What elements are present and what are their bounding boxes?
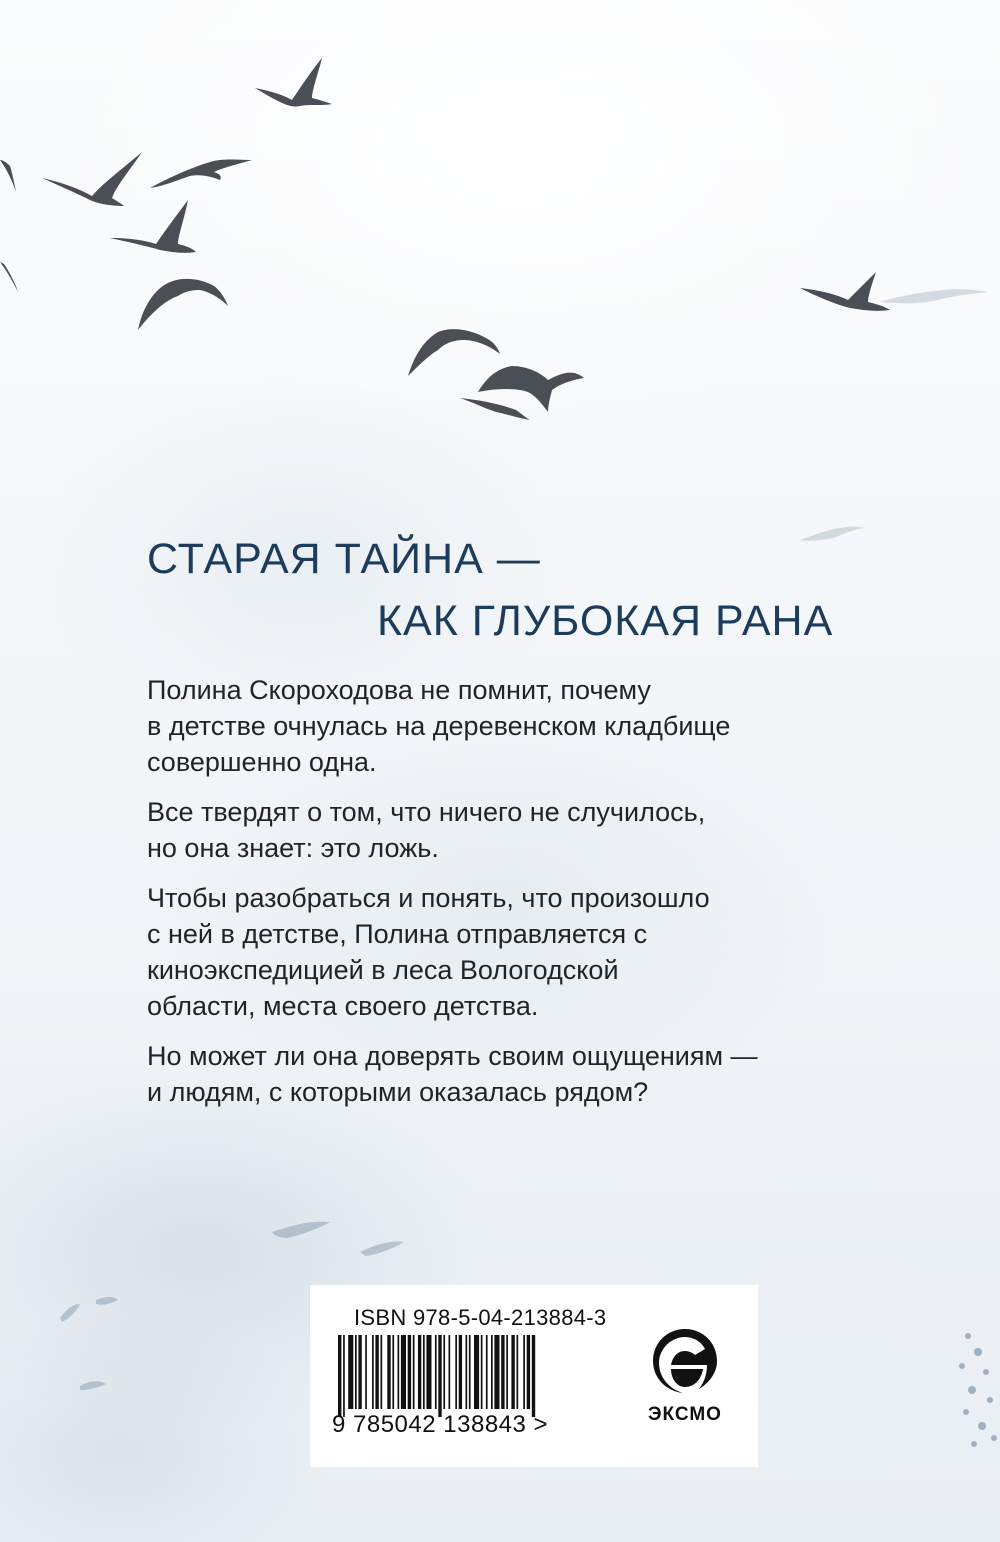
tagline-line-1: СТАРАЯ ТАЙНА — — [147, 535, 541, 583]
eksmo-logo-icon — [649, 1325, 721, 1397]
blurb-paragraph: Все твердят о том, что ничего не случилось, но она знает: это ложь. — [147, 797, 706, 863]
cover-tagline — [147, 528, 867, 652]
isbn-label: ISBN 978-5-04-213884-3 — [354, 1305, 607, 1330]
bird-icon — [0, 160, 16, 192]
blurb-paragraph: Но может ли она доверять своим ощущениям — и людям, с которыми оказалась рядом? — [147, 1041, 758, 1107]
barcode-digits: 9 785042 138843 > — [332, 1411, 549, 1438]
bird-icon — [460, 398, 530, 420]
tagline-line-2: КАК ГЛУБОКАЯ РАНА — [377, 597, 834, 645]
barcode-panel — [310, 1285, 758, 1467]
blurb-paragraph: Полина Скороходова не помнит, почему в детстве очнулась на деревенском кладбище совершенно одна. — [147, 675, 731, 777]
publisher-name: ЭКСМО — [648, 1404, 722, 1425]
blurb-paragraph: Чтобы разобраться и понять, что произошло с ней в детстве, Полина отправляется с киноэкспедицией в леса Вологодской области, места своего детства. — [147, 883, 710, 1021]
bird-icon — [138, 279, 228, 330]
publisher-logo — [630, 1325, 740, 1426]
bird-icon — [800, 272, 890, 311]
barcode-bars — [338, 1335, 600, 1417]
bird-icon — [408, 329, 500, 376]
bird-icon — [150, 160, 252, 189]
bird-icon — [0, 262, 18, 292]
bird-icon — [110, 200, 196, 253]
blurb — [147, 672, 867, 1124]
bird-icon — [42, 152, 142, 206]
bird-icon — [255, 58, 332, 107]
